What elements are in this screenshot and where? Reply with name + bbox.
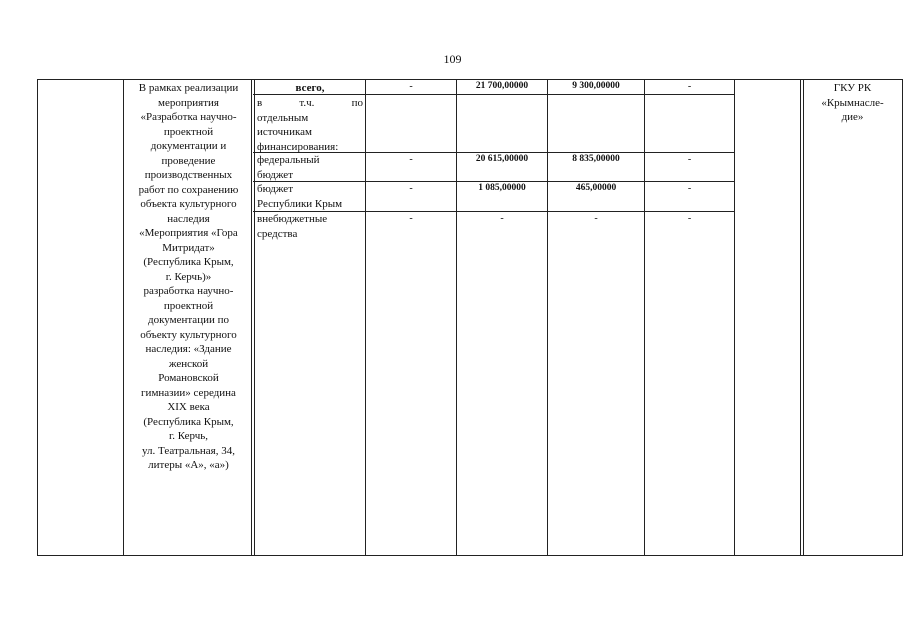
total-col2: 21 700,00000 [475,81,529,91]
event-description-line: проектной [163,299,214,312]
event-description-line: XIX века [167,401,210,413]
extra-col4: - [687,213,692,224]
event-description-line: В рамках реализации [138,82,239,94]
source-regional-line: Республики Крым [257,197,343,210]
event-description-line: г. Керчь)» [165,270,212,283]
source-federal-line: федеральный [257,154,320,166]
regional-col2: 1 085,00000 [478,183,526,193]
event-description-line: (Республика Крым, [143,415,234,428]
federal-col4: - [687,154,692,165]
source-including-word: т.ч. [299,97,315,109]
column-border [37,79,38,555]
source-including-line: источникам [257,126,312,138]
event-description-line: разработка научно- [143,285,234,297]
event-description-line: гимназии» середина [141,386,236,399]
source-including-word: в [257,97,263,109]
event-description [128,81,249,473]
event-description-line: ул. Театральная, 34, [142,444,235,457]
event-description-line: наследия [167,212,210,225]
event-description-line: объекта культурного [140,198,237,210]
source-extra [257,212,363,241]
event-description-line: производственных [144,169,233,181]
column-border [644,79,645,555]
event-description-line: Романовской [158,372,219,384]
source-extra-line: внебюджетные [257,213,328,225]
event-description-line: документации и [150,140,227,152]
extra-col2: - [500,213,504,224]
event-description-line: «Разработка научно- [140,111,237,123]
event-description-line: работ по сохранению [138,183,239,196]
event-description-line: «Мероприятия «Гора [139,227,238,239]
regional-col3: 465,00000 [575,183,617,193]
event-description-line: объекту культурного [140,328,237,341]
executor-line: ГКУ РК [833,82,872,94]
event-description-line: г. Керчь, [168,430,209,442]
executor-line: дие» [841,111,864,123]
federal-col3: 8 835,00000 [572,154,620,164]
column-border [800,79,804,555]
column-border [123,79,124,555]
table-bottom-border [37,555,903,556]
total-col1: - [409,81,413,92]
event-description-line: литеры «А», «а») [148,459,229,471]
event-description-line: проведение [161,154,216,167]
event-description-line: женской [168,357,209,370]
extra-col1: - [409,213,413,224]
extra-col3: - [594,213,598,224]
source-regional-line: бюджет [257,183,293,195]
federal-col1: - [409,154,413,165]
event-description-line: документации по [148,314,229,326]
page-number: 109 [443,52,462,66]
total-col4: - [687,81,692,92]
column-border [547,79,548,555]
source-including-line: финансирования: [257,140,339,153]
event-description-line: мероприятия [158,96,219,109]
table-top-border [37,79,903,80]
event-description-line: наследия: «Здание [145,343,232,355]
source-regional [257,182,363,211]
event-description-line: (Республика Крым, [143,256,234,268]
executor [805,81,900,125]
source-including-word: по [351,97,363,109]
regional-col4: - [687,183,692,194]
column-border [902,79,903,555]
regional-col1: - [409,183,413,194]
source-federal-line: бюджет [257,168,293,181]
executor-line: «Крымнасле- [821,96,884,109]
column-border [251,79,255,555]
total-col3: 9 300,00000 [572,81,620,91]
event-description-line: Митридат» [162,241,215,254]
column-border [456,79,457,555]
column-border [734,79,735,555]
federal-col2: 20 615,00000 [475,154,529,164]
source-including-line [257,96,363,111]
source-including [257,96,363,154]
source-including-line: отдельным [257,111,309,124]
source-total: всего, [295,82,325,94]
source-extra-line: средства [257,227,298,240]
column-border [365,79,366,555]
source-federal [257,153,363,182]
event-description-line: проектной [163,125,214,138]
